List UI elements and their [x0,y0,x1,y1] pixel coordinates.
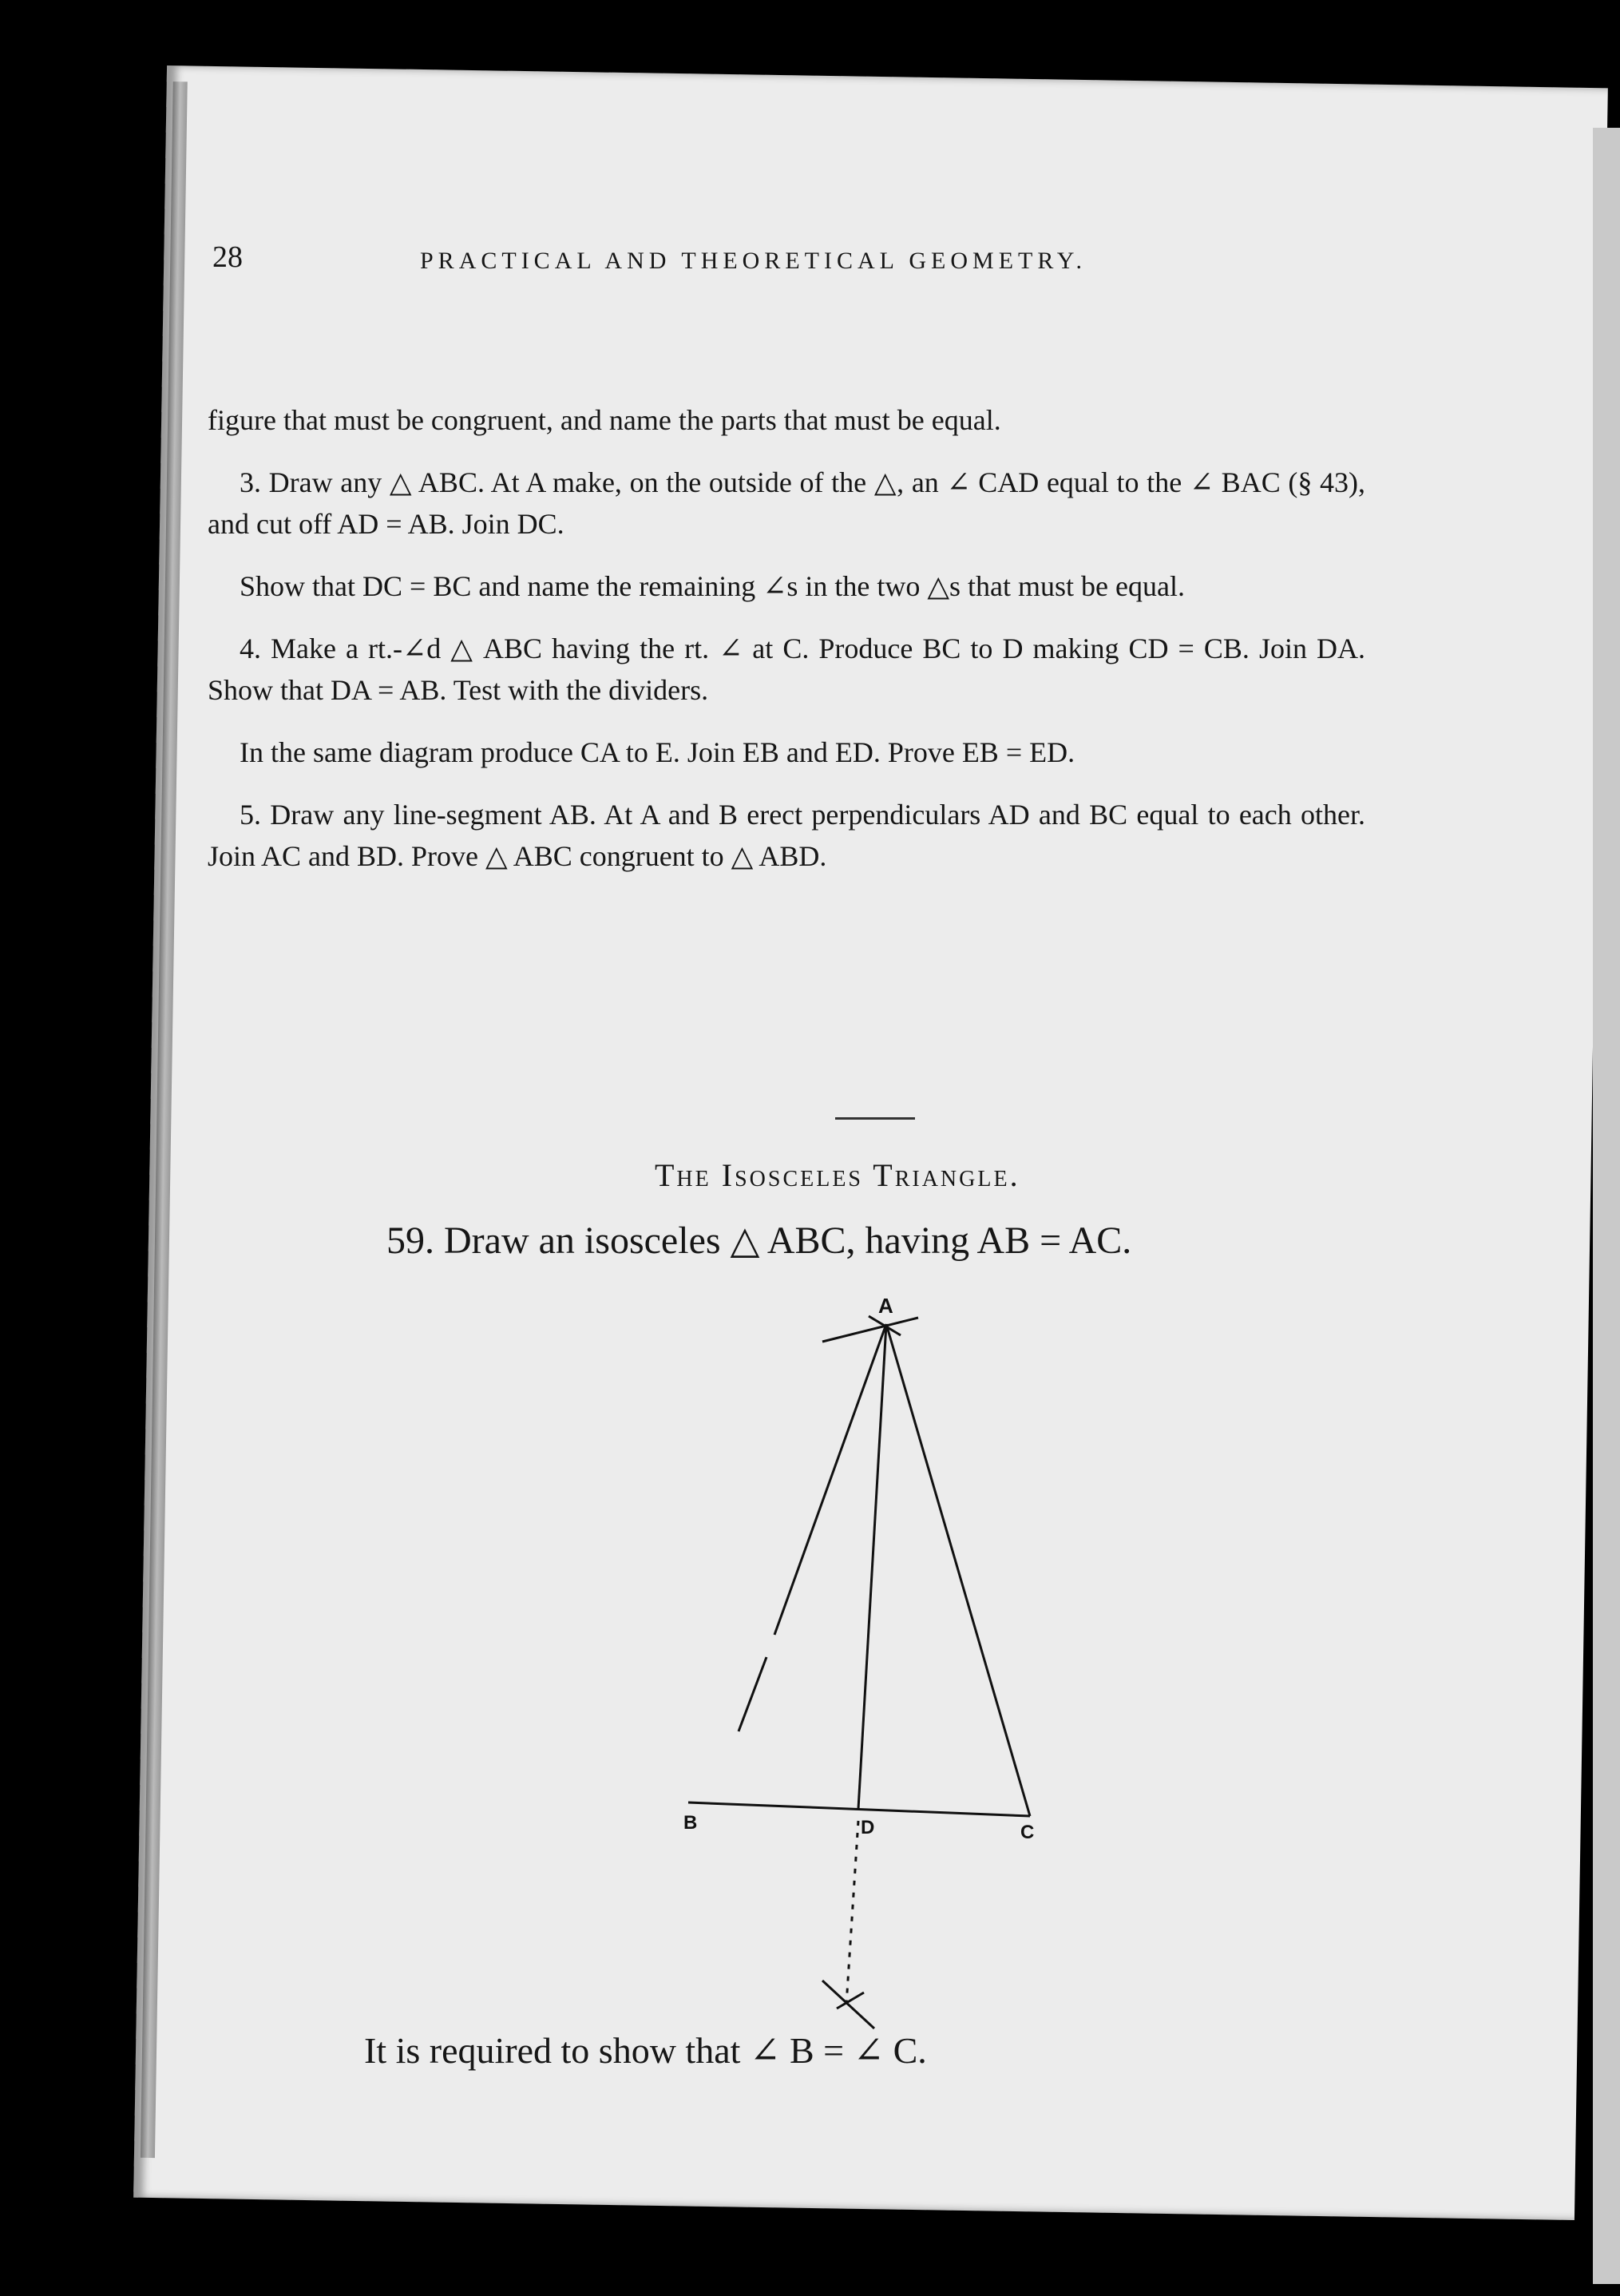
vertex-label-d: D [861,1817,875,1838]
exercise-4: 4. Make a rt.-∠d △ ABC having the rt. ∠ at C. Produce BC to D making CD = CB. Join DA. Show that DA = AB. Test with the dividers. [208,632,1365,706]
vertex-label-b: B [683,1812,698,1834]
proposition-59: 59. Draw an isosceles △ ABC, having AB = AC. [386,1219,1132,1262]
facing-page-edge [1593,128,1620,2284]
page-number: 28 [212,240,243,274]
conclusion-statement: It is required to show that ∠ B = ∠ C. [364,2030,927,2071]
section-divider [835,1117,915,1120]
vertex-label-a: A [878,1294,893,1318]
exercise-block [208,399,1365,877]
dotted-extension [846,1821,858,2005]
page-gutter [141,81,188,2158]
side-ab-lower [739,1657,766,1731]
exercise-5: 5. Draw any line-segment AB. At A and B erect perpendiculars AD and BC equal to each other. Join AC and BD. Prove △ ABC congruent to △ ABD. [208,799,1365,872]
running-header: PRACTICAL AND THEORETICAL GEOMETRY. [420,248,1087,274]
isosceles-triangle-figure [655,1278,1070,2044]
side-ab-upper [774,1324,886,1635]
side-ac [886,1324,1030,1816]
section-title: The Isosceles Triangle. [655,1157,1020,1193]
construction-cross-1 [822,1981,874,2028]
exercise-3-show: Show that DC = BC and name the remaining ∠s in the two △s that must be equal. [240,570,1185,602]
running-head [212,240,1250,280]
median-ad [858,1324,886,1809]
continuation-text: figure that must be congruent, and name the parts that must be equal. [208,404,1001,436]
exercise-4-prove: In the same diagram produce CA to E. Join EB and ED. Prove EB = ED. [240,736,1075,768]
construction-arc-1 [822,1318,918,1342]
vertex-label-c: C [1020,1822,1035,1843]
exercise-3: 3. Draw any △ ABC. At A make, on the outside of the △, an ∠ CAD equal to the ∠ BAC (§ 43), and cut off AD = AB. Join DC. [208,466,1365,540]
